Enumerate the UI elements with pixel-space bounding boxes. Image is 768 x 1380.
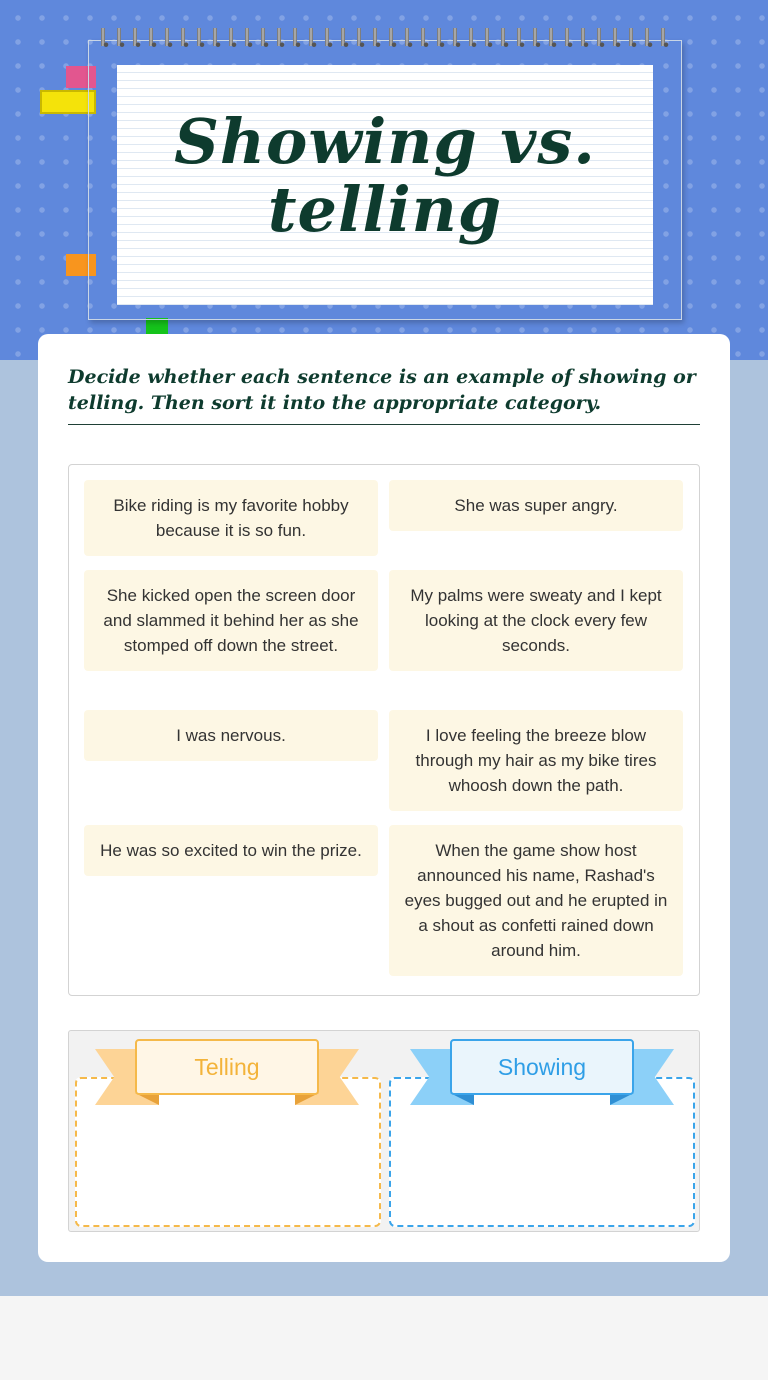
sentence-card[interactable]: I love feeling the breeze blow through my hair as my bike tires whoosh down the path.: [389, 710, 683, 811]
sentence-card[interactable]: When the game show host announced his name, Rashad's eyes bugged out and he erupted in a shout as confetti rained down around him.: [389, 825, 683, 976]
instructions: Decide whether each sentence is an example of showing or telling. Then sort it into the appropriate category.: [68, 364, 700, 425]
category-label-showing: Showing: [450, 1039, 634, 1095]
sentence-card[interactable]: He was so excited to win the prize.: [84, 825, 378, 876]
sentence-card[interactable]: Bike riding is my favorite hobby because it is so fun.: [84, 480, 378, 556]
category-label-telling: Telling: [135, 1039, 319, 1095]
sentence-card[interactable]: She was super angry.: [389, 480, 683, 531]
sentence-card[interactable]: My palms were sweaty and I kept looking at the clock every few seconds.: [389, 570, 683, 671]
worksheet-card: [38, 334, 730, 1262]
spiral-binding: [98, 26, 672, 52]
page-title: Showing vs. telling: [174, 105, 596, 246]
sort-area: [68, 1030, 700, 1232]
sentence-card[interactable]: She kicked open the screen door and slammed it behind her as she stomped off down the street.: [84, 570, 378, 671]
sentence-pool: [68, 464, 700, 996]
sentence-card[interactable]: I was nervous.: [84, 710, 378, 761]
